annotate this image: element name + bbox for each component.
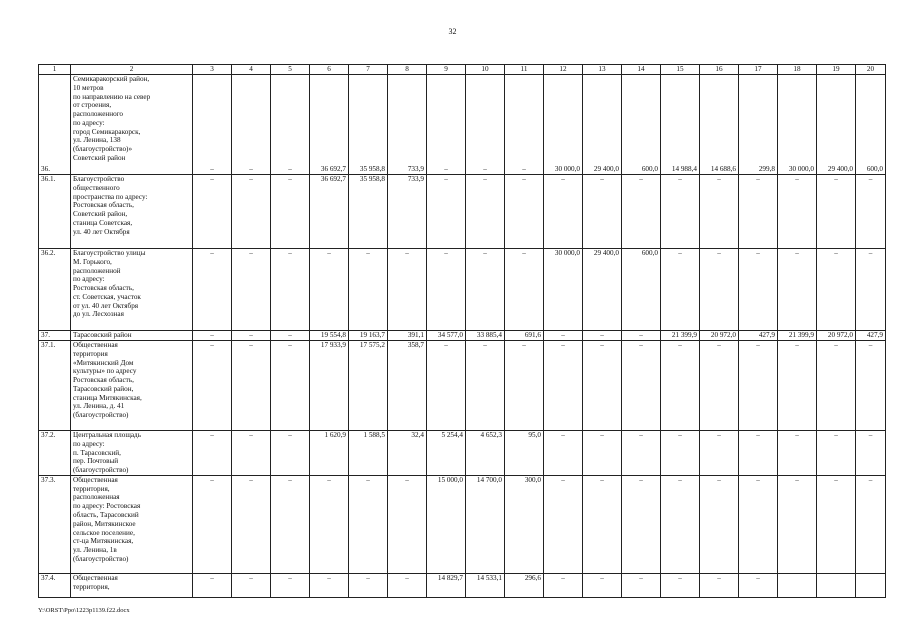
amount-cell: –	[271, 249, 310, 331]
object-name-cell: Центральная площадь по адресу: п. Тарасовский, пер. Почтовый (благоустройство)	[71, 431, 193, 476]
amount-cell: –	[232, 573, 271, 597]
amount-cell: –	[778, 431, 817, 476]
amount-cell: –	[661, 175, 700, 249]
amount-cell: –	[193, 573, 232, 597]
amount-cell: –	[817, 475, 856, 573]
amount-cell: –	[544, 331, 583, 341]
column-header: 17	[739, 65, 778, 75]
amount-cell: –	[232, 175, 271, 249]
amount-cell: 600,0	[622, 75, 661, 175]
amount-cell: 95,0	[505, 431, 544, 476]
amount-cell: –	[349, 475, 388, 573]
amount-cell: –	[583, 475, 622, 573]
amount-cell: –	[271, 475, 310, 573]
amount-cell: –	[271, 573, 310, 597]
row-number-cell: 37.1.	[39, 341, 71, 431]
amount-cell: –	[388, 249, 427, 331]
amount-cell: 19 163,7	[349, 331, 388, 341]
row-number-cell: 36.	[39, 75, 71, 175]
column-header: 1	[39, 65, 71, 75]
amount-cell: 21 399,9	[661, 331, 700, 341]
column-header: 19	[817, 65, 856, 75]
column-header: 13	[583, 65, 622, 75]
amount-cell: –	[700, 475, 739, 573]
amount-cell: 32,4	[388, 431, 427, 476]
amount-cell: –	[778, 475, 817, 573]
column-header: 5	[271, 65, 310, 75]
table-row	[39, 573, 886, 597]
amount-cell: 600,0	[622, 249, 661, 331]
amount-cell	[778, 573, 817, 597]
amount-cell: –	[505, 175, 544, 249]
amount-cell: 29 400,0	[817, 75, 856, 175]
amount-cell: 691,6	[505, 331, 544, 341]
amount-cell: –	[310, 249, 349, 331]
amount-cell: –	[856, 249, 886, 331]
table-row	[39, 175, 886, 249]
column-header: 4	[232, 65, 271, 75]
column-header: 7	[349, 65, 388, 75]
amount-cell: 29 400,0	[583, 75, 622, 175]
amount-cell: 20 972,0	[700, 331, 739, 341]
amount-cell: –	[310, 573, 349, 597]
amount-cell: –	[661, 249, 700, 331]
amount-cell: –	[739, 475, 778, 573]
amount-cell: –	[622, 175, 661, 249]
amount-cell: 17 933,9	[310, 341, 349, 431]
amount-cell: 35 958,8	[349, 175, 388, 249]
amount-cell: –	[856, 175, 886, 249]
table-row	[39, 431, 886, 476]
row-number-cell: 37.3.	[39, 475, 71, 573]
row-number-cell: 36.1.	[39, 175, 71, 249]
amount-cell: 733,9	[388, 75, 427, 175]
amount-cell: –	[349, 573, 388, 597]
amount-cell: –	[388, 475, 427, 573]
amount-cell: 4 652,3	[466, 431, 505, 476]
object-name-cell: Общественная территория, расположенная по адресу: Ростовская область, Тарасовский район, Митякинское сельское поселение, ст-ца Митякинская, ул. Ленина, 1в (благоустройство)	[71, 475, 193, 573]
amount-cell: –	[583, 573, 622, 597]
budget-table	[38, 64, 886, 598]
column-header: 20	[856, 65, 886, 75]
amount-cell: –	[817, 341, 856, 431]
object-name-cell: Семикаракорский район, 10 метров по направлению на север от строения, расположенного по адресу: город Семикаракорск, ул. Ленина, 138 (благоустройство)» Советский район	[71, 75, 193, 175]
amount-cell: 358,7	[388, 341, 427, 431]
column-header: 18	[778, 65, 817, 75]
amount-cell: –	[622, 475, 661, 573]
amount-cell: –	[232, 341, 271, 431]
amount-cell: –	[622, 573, 661, 597]
amount-cell: 733,9	[388, 175, 427, 249]
amount-cell: –	[544, 475, 583, 573]
object-name-cell: Благоустройство общественного пространства по адресу: Ростовская область, Советский район, станица Советская, ул. 40 лет Октября	[71, 175, 193, 249]
amount-cell: 5 254,4	[427, 431, 466, 476]
amount-cell: –	[544, 573, 583, 597]
amount-cell: –	[661, 475, 700, 573]
amount-cell: 33 885,4	[466, 331, 505, 341]
amount-cell: –	[349, 249, 388, 331]
amount-cell: –	[739, 175, 778, 249]
amount-cell: –	[661, 573, 700, 597]
amount-cell: –	[466, 175, 505, 249]
amount-cell: –	[661, 431, 700, 476]
amount-cell: –	[856, 431, 886, 476]
table-row	[39, 475, 886, 573]
amount-cell: 296,6	[505, 573, 544, 597]
amount-cell: 15 000,0	[427, 475, 466, 573]
amount-cell	[856, 573, 886, 597]
amount-cell: 14 700,0	[466, 475, 505, 573]
amount-cell: –	[505, 341, 544, 431]
amount-cell: –	[700, 249, 739, 331]
row-number-cell: 36.2.	[39, 249, 71, 331]
header-row	[39, 65, 886, 75]
amount-cell: –	[427, 249, 466, 331]
amount-cell: –	[232, 475, 271, 573]
object-name-cell: Тарасовский район	[71, 331, 193, 341]
column-header: 15	[661, 65, 700, 75]
amount-cell: 36 692,7	[310, 175, 349, 249]
amount-cell: –	[427, 341, 466, 431]
amount-cell: –	[622, 341, 661, 431]
amount-cell: –	[817, 175, 856, 249]
amount-cell: 1 588,5	[349, 431, 388, 476]
object-name-cell: Общественная территория «Митякинский Дом культуры» по адресу Ростовская область, Тарасовский район, станица Митякинская, ул. Ленина, д. 41 (благоустройство)	[71, 341, 193, 431]
amount-cell: –	[583, 175, 622, 249]
amount-cell: –	[778, 175, 817, 249]
amount-cell: –	[700, 573, 739, 597]
amount-cell: –	[193, 341, 232, 431]
amount-cell: –	[232, 75, 271, 175]
amount-cell: 1 620,9	[310, 431, 349, 476]
amount-cell: 36 692,7	[310, 75, 349, 175]
amount-cell: –	[739, 341, 778, 431]
amount-cell: –	[544, 431, 583, 476]
amount-cell: –	[739, 431, 778, 476]
amount-cell: –	[193, 249, 232, 331]
amount-cell: –	[271, 341, 310, 431]
amount-cell: –	[271, 331, 310, 341]
column-header: 3	[193, 65, 232, 75]
table-row	[39, 341, 886, 431]
amount-cell: –	[544, 175, 583, 249]
row-number-cell: 37.	[39, 331, 71, 341]
amount-cell: –	[583, 431, 622, 476]
amount-cell: –	[466, 75, 505, 175]
amount-cell: –	[232, 431, 271, 476]
amount-cell: 427,9	[856, 331, 886, 341]
amount-cell: 600,0	[856, 75, 886, 175]
amount-cell: 30 000,0	[544, 75, 583, 175]
amount-cell: –	[856, 475, 886, 573]
row-number-cell: 37.4.	[39, 573, 71, 597]
amount-cell: 30 000,0	[544, 249, 583, 331]
amount-cell: –	[739, 573, 778, 597]
file-path-footer: Y:\ORST\Ppo\1223p1139.f22.docx	[38, 607, 130, 614]
amount-cell: 21 399,9	[778, 331, 817, 341]
amount-cell: –	[232, 331, 271, 341]
amount-cell: –	[193, 331, 232, 341]
amount-cell: –	[661, 341, 700, 431]
amount-cell: –	[505, 249, 544, 331]
table-row	[39, 75, 886, 175]
table-row	[39, 331, 886, 341]
amount-cell: –	[544, 341, 583, 431]
amount-cell: –	[271, 75, 310, 175]
column-header: 10	[466, 65, 505, 75]
amount-cell: –	[700, 431, 739, 476]
amount-cell: –	[427, 75, 466, 175]
amount-cell: –	[427, 175, 466, 249]
amount-cell: 427,9	[739, 331, 778, 341]
amount-cell: –	[778, 341, 817, 431]
column-header: 11	[505, 65, 544, 75]
amount-cell: –	[739, 249, 778, 331]
column-header: 12	[544, 65, 583, 75]
amount-cell: 29 400,0	[583, 249, 622, 331]
column-header: 6	[310, 65, 349, 75]
amount-cell: 14 829,7	[427, 573, 466, 597]
amount-cell: –	[700, 341, 739, 431]
amount-cell: –	[271, 431, 310, 476]
amount-cell: –	[193, 475, 232, 573]
amount-cell: –	[778, 249, 817, 331]
amount-cell: –	[817, 431, 856, 476]
row-number-cell: 37.2.	[39, 431, 71, 476]
amount-cell: –	[193, 431, 232, 476]
page-number: 32	[448, 27, 457, 36]
amount-cell: –	[622, 431, 661, 476]
amount-cell: –	[505, 75, 544, 175]
amount-cell: –	[466, 341, 505, 431]
object-name-cell: Общественная территория,	[71, 573, 193, 597]
column-header: 16	[700, 65, 739, 75]
column-header: 14	[622, 65, 661, 75]
column-header: 8	[388, 65, 427, 75]
amount-cell: 20 972,0	[817, 331, 856, 341]
amount-cell: 391,1	[388, 331, 427, 341]
amount-cell: –	[583, 341, 622, 431]
amount-cell: –	[310, 475, 349, 573]
amount-cell: 17 575,2	[349, 341, 388, 431]
amount-cell: –	[583, 331, 622, 341]
object-name-cell: Благоустройство улицы М. Горького, расположенной по адресу: Ростовская область, ст. Советская, участок от ул. 40 лет Октября до ул. Лесхозная	[71, 249, 193, 331]
amount-cell: –	[232, 249, 271, 331]
amount-cell: –	[622, 331, 661, 341]
table-body	[39, 65, 886, 598]
column-header: 9	[427, 65, 466, 75]
amount-cell: 14 533,1	[466, 573, 505, 597]
table-row	[39, 249, 886, 331]
amount-cell: 299,8	[739, 75, 778, 175]
amount-cell: 35 958,8	[349, 75, 388, 175]
amount-cell: 30 000,0	[778, 75, 817, 175]
amount-cell: 19 554,8	[310, 331, 349, 341]
amount-cell: 34 577,0	[427, 331, 466, 341]
column-header: 2	[71, 65, 193, 75]
amount-cell: –	[700, 175, 739, 249]
amount-cell: –	[193, 75, 232, 175]
amount-cell: –	[856, 341, 886, 431]
amount-cell: –	[271, 175, 310, 249]
amount-cell	[817, 573, 856, 597]
amount-cell: –	[466, 249, 505, 331]
amount-cell: 14 688,6	[700, 75, 739, 175]
amount-cell: 14 988,4	[661, 75, 700, 175]
amount-cell: –	[817, 249, 856, 331]
amount-cell: –	[388, 573, 427, 597]
amount-cell: –	[193, 175, 232, 249]
amount-cell: 300,0	[505, 475, 544, 573]
